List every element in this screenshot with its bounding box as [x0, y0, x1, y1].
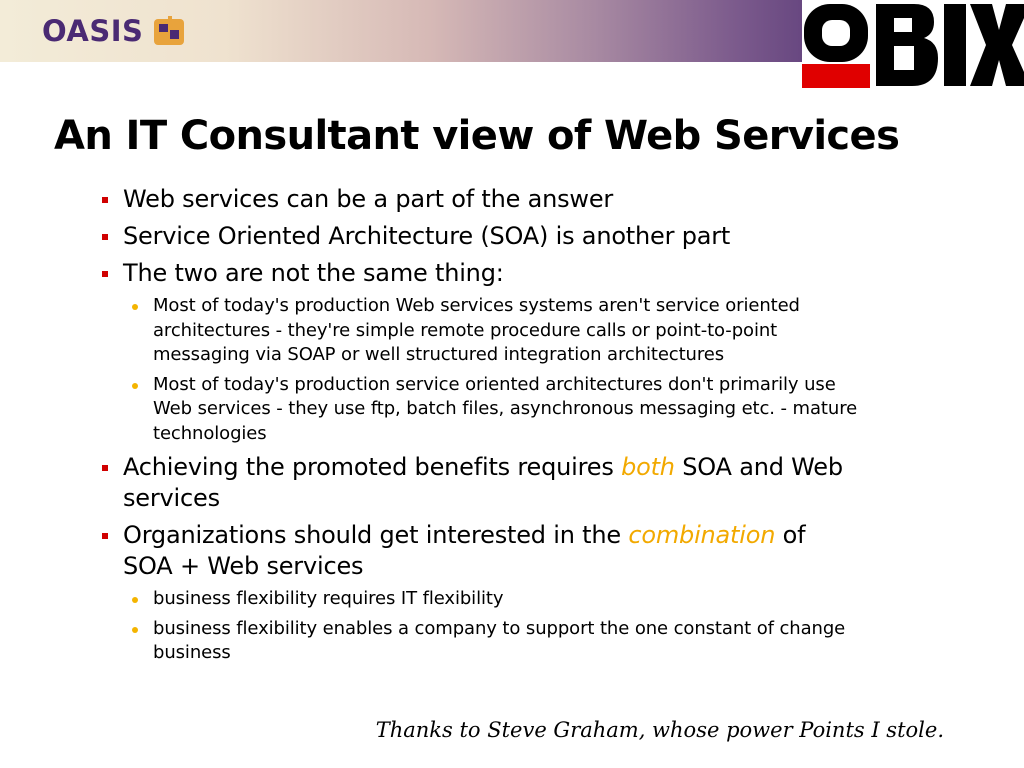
round-bullet-icon: [132, 627, 138, 633]
sub-bullet-item: [130, 373, 860, 447]
bullet-text-pre: Organizations should get interested in the: [123, 521, 629, 549]
bullet-text-post: SOA and Web services: [123, 453, 843, 512]
round-bullet-icon: [132, 304, 138, 310]
sub-bullet-item: [130, 294, 860, 368]
square-bullet-icon: [102, 197, 108, 203]
sub-bullet-item: [130, 617, 860, 666]
square-bullet-icon: [102, 465, 108, 471]
highlight-text: both: [621, 453, 675, 481]
footer-note: Thanks to Steve Graham, whose power Points I stole.: [375, 718, 944, 742]
bullet-item: [100, 258, 860, 289]
bullet-text-pre: Achieving the promoted benefits requires: [123, 453, 622, 481]
bullet-item: [100, 221, 860, 252]
slide-title: An IT Consultant view of Web Services: [54, 113, 900, 159]
square-bullet-icon: [102, 533, 108, 539]
oasis-logo-text: OASIS: [42, 13, 144, 48]
square-bullet-icon: [102, 234, 108, 240]
obix-logo-icon: [802, 0, 1024, 88]
round-bullet-icon: [132, 383, 138, 389]
obix-logo: [802, 0, 1024, 88]
sub-bullet-item: [130, 587, 860, 612]
bullet-list: [100, 184, 860, 666]
sub-bullet-text: Most of today's production Web services systems aren't service oriented architectures - they're simple remote procedure calls or point-to-point messaging via SOAP or well structured integration architectures: [153, 295, 800, 365]
round-bullet-icon: [132, 597, 138, 603]
square-bullet-icon: [102, 271, 108, 277]
bullet-text: The two are not the same thing:: [123, 259, 504, 287]
bullet-item: [100, 184, 860, 215]
bullet-text: Web services can be a part of the answer: [123, 185, 614, 213]
sub-bullet-text: business flexibility enables a company to support the one constant of change business: [153, 617, 846, 663]
sub-bullet-text: business flexibility requires IT flexibility: [153, 588, 504, 609]
bullet-item: [100, 520, 860, 582]
sub-bullet-text: Most of today's production service oriented architectures don't primarily use Web services - they use ftp, batch files, asynchronous messaging etc. - mature technologies: [153, 373, 858, 444]
oasis-logo: [42, 14, 185, 48]
highlight-text: combination: [628, 521, 776, 549]
oasis-mark-icon: [153, 15, 185, 47]
bullet-text-post: of SOA + Web services: [123, 521, 806, 580]
bullet-text: Service Oriented Architecture (SOA) is another part: [123, 222, 731, 250]
bullet-item: [100, 452, 860, 514]
